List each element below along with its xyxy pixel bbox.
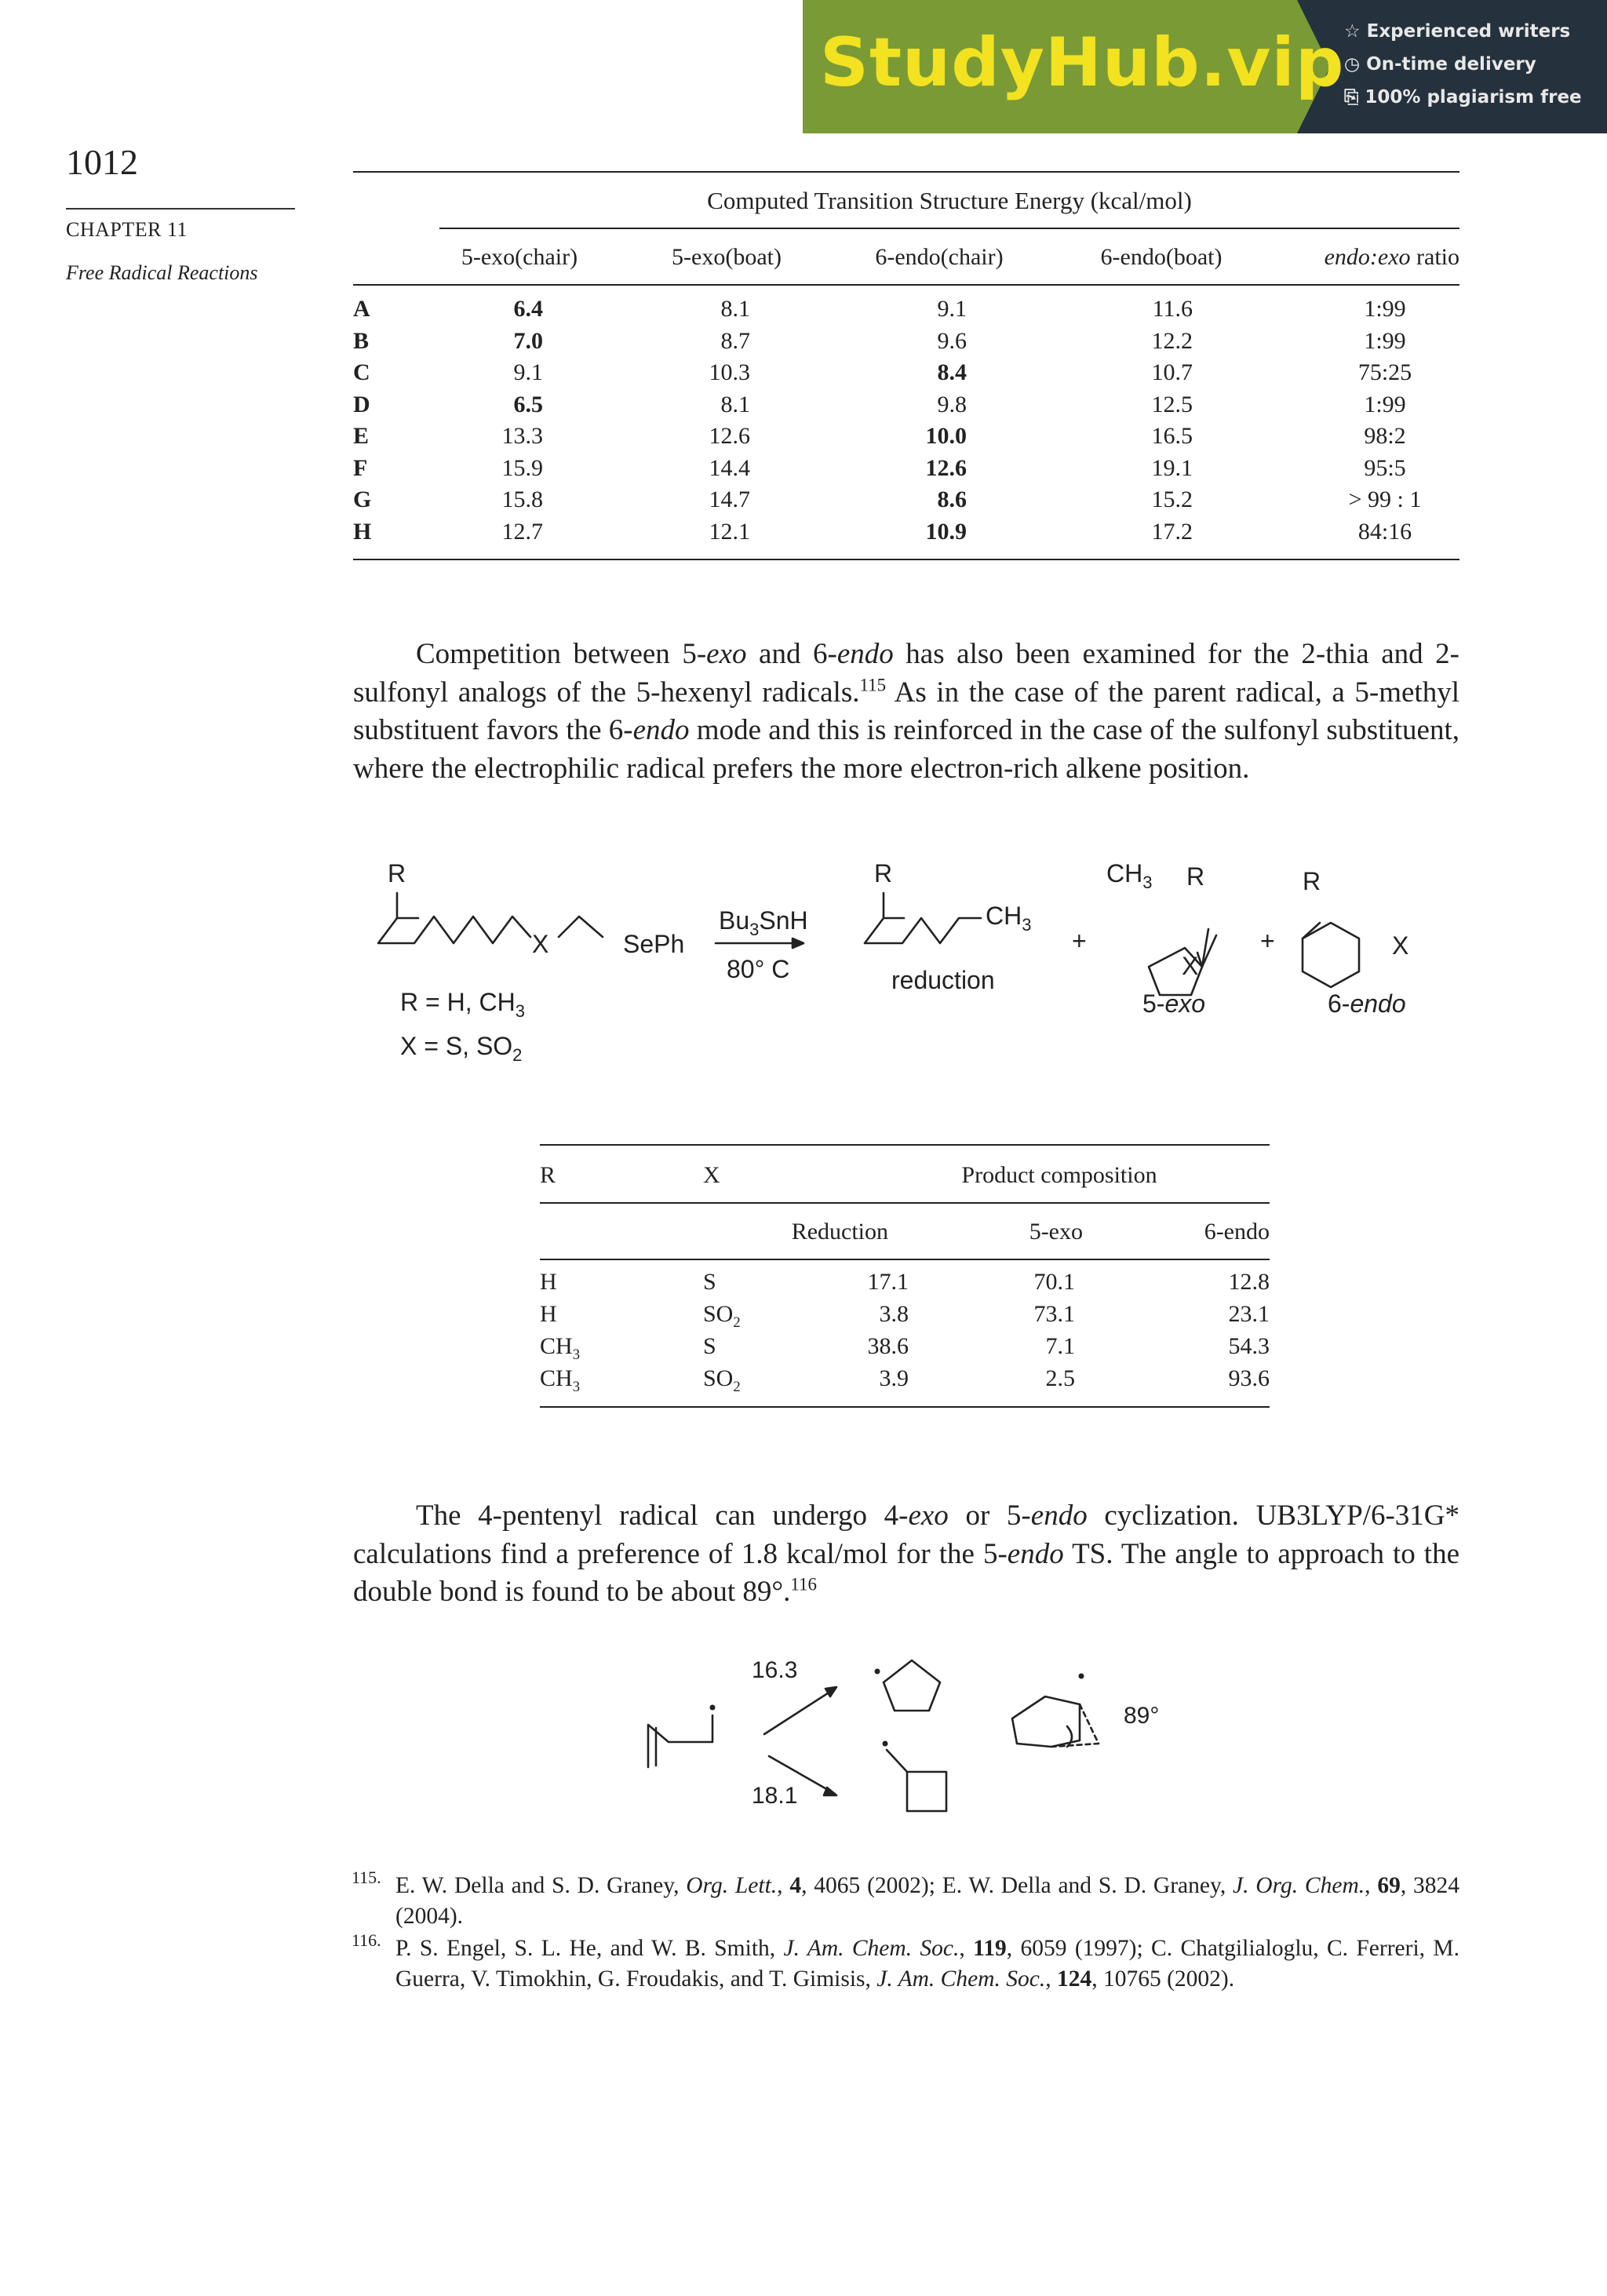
- table-cell: 12.6: [925, 455, 967, 481]
- col-header-r: R: [540, 1162, 556, 1188]
- text: ,: [1365, 1873, 1378, 1898]
- journal: J. Org. Chem.: [1233, 1873, 1365, 1898]
- table-rule-bottom: [353, 559, 1459, 560]
- col-header-5exo: 5-exo: [1029, 1219, 1083, 1245]
- text: , 4065 (2002); E. W. Della and S. D. Graney,: [801, 1873, 1233, 1898]
- ch3-main: CH: [986, 902, 1022, 930]
- text: has also been examined for the 2-thia and 2-sulfonyl analogs of the 5-hexenyl radicals.: [353, 638, 1459, 709]
- text: The 4-pentenyl radical can undergo 4-: [416, 1500, 909, 1532]
- table-cell: 7.0: [513, 328, 543, 354]
- endo-x-label: X: [1392, 931, 1409, 960]
- journal: J. Am. Chem. Soc.: [783, 1936, 960, 1961]
- table-cell: 95:5: [1364, 455, 1406, 481]
- table-cell: 12.8: [1228, 1269, 1270, 1295]
- table-cell: 19.1: [1151, 455, 1193, 481]
- row-r-value: [540, 1365, 580, 1393]
- table-cell: 1:99: [1364, 328, 1406, 354]
- x-main: SO: [703, 1301, 734, 1327]
- paragraph-pentenyl: [353, 1497, 1459, 1612]
- col-header-ratio: [1287, 243, 1459, 272]
- table-cell: 12.2: [1151, 328, 1193, 354]
- table-rule-top: [353, 171, 1459, 173]
- table-cell: 38.6: [867, 1333, 909, 1359]
- page-number: 1012: [66, 142, 138, 182]
- text: Competition between 5-: [416, 638, 707, 670]
- col-header-6endo-chair: 6-endo(chair): [875, 244, 1004, 270]
- row-x-value: [703, 1268, 716, 1296]
- text: E. W. Della and S. D. Graney,: [395, 1873, 687, 1898]
- table-cell: 1:99: [1364, 296, 1406, 322]
- exo-ch3-label: [1106, 859, 1152, 892]
- col-header-6endo: 6-endo: [1204, 1219, 1270, 1245]
- exo-x-label: X: [1182, 952, 1199, 980]
- table-cell: 7.1: [1045, 1333, 1075, 1359]
- feature-plagiarism-free: ⎘ 100% plagiarism free: [1344, 87, 1582, 108]
- footnote-115: [395, 1871, 1459, 1932]
- substrate-sulfur-link: [559, 917, 603, 937]
- col-header-reduction: Reduction: [791, 1219, 888, 1245]
- table-cell: 70.1: [1033, 1269, 1075, 1295]
- chapter-rule: [66, 208, 295, 210]
- x-main: S: [703, 1333, 716, 1359]
- r-sub: 3: [572, 1347, 580, 1363]
- reduction-product-chain: [865, 893, 981, 943]
- transition-state-ring: [1012, 1696, 1080, 1747]
- studyhub-banner[interactable]: [803, 0, 1607, 133]
- x-def-main: X = S, SO: [400, 1032, 513, 1060]
- row-r-value: [540, 1332, 580, 1361]
- table2-rule-mid: [540, 1202, 1270, 1204]
- text: ,: [1045, 1966, 1057, 1992]
- arrow-to-cyclopentyl: [764, 1689, 835, 1734]
- row-label: G: [353, 487, 372, 512]
- table-cell: 8.1: [720, 296, 750, 322]
- table-cell: 12.7: [501, 519, 543, 545]
- reaction-scheme-hexenyl: [353, 855, 1459, 1083]
- table-cell: 9.6: [937, 328, 967, 354]
- r-definition: [400, 988, 525, 1021]
- col-header-5exo-boat: 5-exo(boat): [672, 244, 782, 270]
- energy-5endo: 16.3: [752, 1657, 798, 1683]
- table-cell: > 99 : 1: [1348, 487, 1422, 512]
- x-sub: 2: [733, 1314, 741, 1331]
- volume: 69: [1377, 1873, 1401, 1898]
- table-cell: 14.7: [709, 487, 750, 512]
- text: ,: [959, 1936, 974, 1961]
- journal: J. Am. Chem. Soc.: [876, 1966, 1046, 1992]
- table2-rule-top: [540, 1144, 1270, 1146]
- col-header-product-composition: Product composition: [961, 1162, 1157, 1188]
- col-header-5exo-chair: 5-exo(chair): [461, 244, 578, 270]
- x-sub: 2: [733, 1379, 741, 1395]
- text: TS. The angle to approach to the double bond is found to be about 89°.: [353, 1537, 1459, 1608]
- reagent-sub: 3: [749, 920, 760, 939]
- text: ,: [777, 1873, 790, 1898]
- footnote-115-number: 115.: [352, 1868, 381, 1887]
- feature-experienced-writers: ☆ Experienced writers: [1344, 21, 1571, 42]
- ch3-main: CH: [1106, 859, 1143, 887]
- transition-state-radical-dot: [1079, 1674, 1084, 1679]
- exo-product-label: [1142, 989, 1205, 1018]
- ratio-header-italic: endo:exo: [1324, 244, 1411, 270]
- reduction-r-label: R: [874, 859, 893, 887]
- substrate-r-label: R: [388, 859, 406, 887]
- table-cell: 1:99: [1364, 392, 1406, 417]
- endo-italic: endo: [1350, 989, 1406, 1018]
- r-main: CH: [540, 1333, 573, 1359]
- transition-state-forming-bond: [1051, 1704, 1099, 1747]
- table-cell: 17.1: [867, 1269, 909, 1295]
- table-cell: 8.7: [720, 328, 750, 354]
- x-main: S: [703, 1269, 716, 1295]
- col-header-x: X: [703, 1162, 720, 1188]
- reaction-scheme-pentenyl: [628, 1640, 1224, 1828]
- table-cell: 16.5: [1151, 423, 1193, 449]
- table-cell: 9.8: [937, 392, 967, 417]
- col-header-6endo-boat: 6-endo(boat): [1100, 244, 1223, 270]
- reference-116[interactable]: 116: [790, 1574, 817, 1594]
- endo-product-label: [1328, 989, 1406, 1018]
- row-r-value: [540, 1268, 557, 1296]
- endo-r-label: R: [1303, 867, 1321, 895]
- substrate-seph-label: SePh: [623, 930, 685, 958]
- table-cell: 98:2: [1364, 423, 1406, 449]
- table-rule-caption: [439, 228, 1459, 229]
- table-cell: 10.3: [709, 359, 750, 385]
- table-cell: 15.2: [1151, 487, 1193, 512]
- plus-sign-2: +: [1260, 927, 1275, 955]
- row-label: E: [353, 423, 370, 449]
- table-cell: 13.3: [501, 423, 543, 449]
- reagent-main: Bu: [719, 906, 750, 935]
- exo-r-label: R: [1186, 862, 1205, 891]
- chapter-title: Free Radical Reactions: [66, 261, 258, 284]
- x-main: SO: [703, 1365, 734, 1391]
- text: As in the case of the parent radical, a 5-methyl substituent favors the 6-: [353, 676, 1459, 746]
- cyclopentyl-radical-dot: [875, 1669, 880, 1675]
- text: mode and this is reinforced in the case of the sulfonyl substituent, where the electrophilic radical prefers the more electron-rich alkene position.: [353, 714, 1459, 785]
- chapter-label: CHAPTER 11: [66, 218, 188, 241]
- endo-prefix: 6-: [1328, 989, 1350, 1018]
- text-italic: endo: [836, 638, 894, 670]
- row-r-value: [540, 1300, 557, 1328]
- table2-rule-bottom: [540, 1406, 1270, 1408]
- five-exo-substituents: [1202, 929, 1216, 967]
- table-cell: 73.1: [1033, 1301, 1075, 1327]
- text-italic: exo: [706, 638, 747, 670]
- table-cell: 14.4: [709, 455, 750, 481]
- text-italic: exo: [908, 1500, 949, 1532]
- text: or 5-: [948, 1500, 1031, 1532]
- plus-sign-1: +: [1072, 927, 1087, 955]
- exo-prefix: 5-: [1142, 989, 1165, 1018]
- table-cell: 75:25: [1357, 359, 1412, 385]
- table-rule-header: [353, 284, 1459, 286]
- x-definition: [400, 1032, 522, 1065]
- row-label: D: [353, 392, 370, 417]
- table-cell: 11.6: [1152, 296, 1193, 322]
- table-cell: 93.6: [1228, 1365, 1270, 1391]
- pentenyl-radical-dot: [710, 1705, 716, 1711]
- footnote-116: [395, 1933, 1459, 1995]
- cyclopentyl-ring: [884, 1660, 940, 1711]
- row-label: B: [353, 328, 370, 354]
- table-cell: 8.6: [937, 487, 967, 512]
- paragraph-competition: [353, 636, 1459, 788]
- text-italic: endo: [1030, 1500, 1088, 1532]
- reduction-label: reduction: [891, 966, 995, 994]
- table-cell: 12.6: [709, 423, 750, 449]
- ch3-sub: 3: [1022, 915, 1032, 935]
- temperature-label: 80° C: [727, 955, 790, 983]
- table-cell: 8.1: [720, 392, 750, 417]
- table-cell: 15.8: [501, 487, 543, 512]
- studyhub-logo[interactable]: StudyHub.vip: [820, 24, 1345, 102]
- reference-115[interactable]: 115: [859, 675, 887, 695]
- arrow-head-top: [825, 1687, 836, 1696]
- table-cell: 6.5: [513, 392, 543, 417]
- table-caption: Computed Transition Structure Energy (kcal/mol): [707, 187, 1192, 214]
- energy-4exo: 18.1: [752, 1783, 798, 1809]
- reaction-arrow-head: [793, 938, 804, 948]
- r-main: CH: [540, 1365, 573, 1391]
- feature-on-time-delivery: ◷ On-time delivery: [1344, 54, 1536, 75]
- text: , 3824 (2004).: [395, 1873, 1460, 1929]
- table-cell: 9.1: [513, 359, 543, 385]
- table-cell: 12.5: [1151, 392, 1193, 417]
- approach-angle: 89°: [1124, 1703, 1160, 1729]
- r-sub: 3: [572, 1379, 580, 1395]
- reagent-label: [719, 906, 808, 939]
- table-cell: 17.2: [1151, 519, 1193, 545]
- table-cell: 10.9: [925, 519, 967, 545]
- table-cell: 6.4: [513, 296, 543, 322]
- volume: 4: [789, 1873, 802, 1898]
- text: P. S. Engel, S. L. He, and W. B. Smith,: [395, 1936, 784, 1961]
- row-x-value: [703, 1365, 741, 1393]
- table-cell: 2.5: [1045, 1365, 1075, 1391]
- journal: Org. Lett.: [686, 1873, 778, 1898]
- row-label: H: [353, 519, 372, 545]
- text-italic: endo: [632, 714, 690, 746]
- table-cell: 23.1: [1228, 1301, 1270, 1327]
- table-cell: 8.4: [937, 359, 967, 385]
- reagent-tail: SnH: [759, 906, 808, 935]
- text: and 6-: [746, 638, 837, 670]
- row-label: C: [353, 359, 370, 385]
- text: cyclization. UB3LYP/6-31G* calculations find a preference of 1.8 kcal/mol for the 5-: [353, 1500, 1459, 1570]
- reduction-ch3-label: [986, 902, 1031, 935]
- ratio-header-tail: ratio: [1410, 244, 1459, 270]
- pentenyl-chain: [648, 1715, 712, 1767]
- r-main: H: [540, 1269, 557, 1295]
- table-cell: 9.1: [937, 296, 967, 322]
- arrow-head-bottom: [824, 1788, 836, 1795]
- volume: 119: [973, 1936, 1007, 1961]
- r-def-sub: 3: [515, 1001, 525, 1021]
- text-italic: endo: [1007, 1537, 1064, 1570]
- cyclobutyl-bond: [887, 1750, 907, 1772]
- table-cell: 84:16: [1357, 519, 1412, 545]
- ch3-sub: 3: [1142, 873, 1153, 892]
- text: , 10765 (2002).: [1091, 1966, 1235, 1992]
- volume: 124: [1056, 1966, 1092, 1992]
- row-x-value: [703, 1332, 716, 1361]
- substrate-x-label: X: [532, 930, 549, 958]
- text: , 6059 (1997); C. Chatgilialoglu, C. Ferreri, M. Guerra, V. Timokhin, G. Froudakis, and T. Gimisis,: [395, 1936, 1460, 1992]
- cyclobutyl-ring: [907, 1772, 946, 1811]
- table-cell: 12.1: [709, 519, 750, 545]
- exo-italic: exo: [1164, 989, 1206, 1018]
- table-cell: 3.9: [879, 1365, 909, 1391]
- row-x-value: [703, 1300, 741, 1331]
- row-label: A: [353, 296, 370, 322]
- r-main: H: [540, 1301, 557, 1327]
- x-def-sub: 2: [512, 1045, 523, 1065]
- table-cell: 15.9: [501, 455, 543, 481]
- r-def-main: R = H, CH: [400, 988, 516, 1016]
- table-cell: 10.7: [1151, 359, 1193, 385]
- table2-rule-header: [540, 1259, 1270, 1260]
- footnote-116-number: 116.: [352, 1930, 381, 1950]
- table-cell: 3.8: [879, 1301, 909, 1327]
- row-label: F: [353, 455, 368, 481]
- table-cell: 10.0: [925, 423, 967, 449]
- cyclobutyl-radical-dot: [883, 1741, 888, 1747]
- six-endo-ring: [1303, 923, 1359, 987]
- table-cell: 54.3: [1228, 1333, 1270, 1359]
